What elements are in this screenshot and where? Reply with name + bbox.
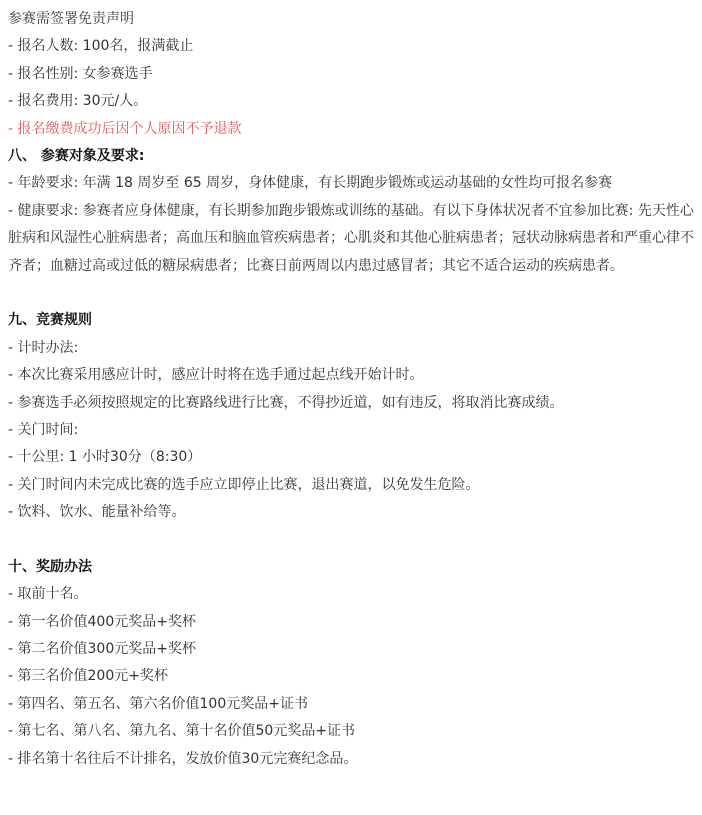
rule-item: - 本次比赛采用感应计时，感应计时将在选手通过起点线开始计时。 [8,367,424,384]
registration-count: - 报名人数: 100名，报满截止 [8,38,194,55]
section-10-heading: 十、奖励办法 [8,558,92,575]
award-item: - 排名第十名往后不计排名，发放价值30元完赛纪念品。 [8,750,358,767]
award-item: - 第一名价值400元奖品+奖杯 [8,613,196,630]
rule-item: - 十公里: 1 小时30分（8:30） [8,449,202,466]
award-item: - 第三名价值200元+奖杯 [8,668,168,685]
section-8-heading: 八、 参赛对象及要求: [8,147,145,164]
age-requirement: - 年龄要求: 年满 18 周岁至 65 周岁，身体健康，有长期跑步锻炼或运动基础的女性均可报名参赛 [8,175,613,192]
award-item: - 第七名、第八名、第九名、第十名价值50元奖品+证书 [8,723,356,740]
health-requirement: - 健康要求: 参赛者应身体健康，有长期参加跑步锻炼或训练的基础。有以下身体状况者不宜参加比赛: 先天性心脏病和风湿性心脏病患者；高血压和脑血管疾病患者；心肌炎和其他心脏病患者；冠状动脉病患者和严重心律不齐者；血糖过高或过低的糖尿病患者；比赛日前两周以内患过感冒者；其它不适合运动的疾病患者。 [8,202,694,274]
rule-item: - 饮料、饮水、能量补给等。 [8,504,186,521]
rule-item: - 关门时间内未完成比赛的选手应立即停止比赛，退出赛道，以免发生危险。 [8,476,480,493]
section-spacer [8,280,698,307]
refund-policy: - 报名缴费成功后因个人原因不予退款 [8,120,242,137]
section-9-heading: 九、竞赛规则 [8,312,92,329]
rule-item: - 计时办法: [8,339,79,356]
waiver-notice: 参赛需签署免责声明 [8,11,134,27]
section-spacer [8,526,698,553]
award-item: - 第二名价值300元奖品+奖杯 [8,641,196,658]
registration-fee: - 报名费用: 30元/人。 [8,93,148,110]
rule-item: - 关门时间: [8,421,79,438]
registration-gender: - 报名性别: 女参赛选手 [8,65,153,82]
award-item: - 取前十名。 [8,586,88,603]
award-item: - 第四名、第五名、第六名价值100元奖品+证书 [8,695,308,712]
rule-item: - 参赛选手必须按照规定的比赛路线进行比赛，不得抄近道，如有违反，将取消比赛成绩。 [8,394,564,411]
